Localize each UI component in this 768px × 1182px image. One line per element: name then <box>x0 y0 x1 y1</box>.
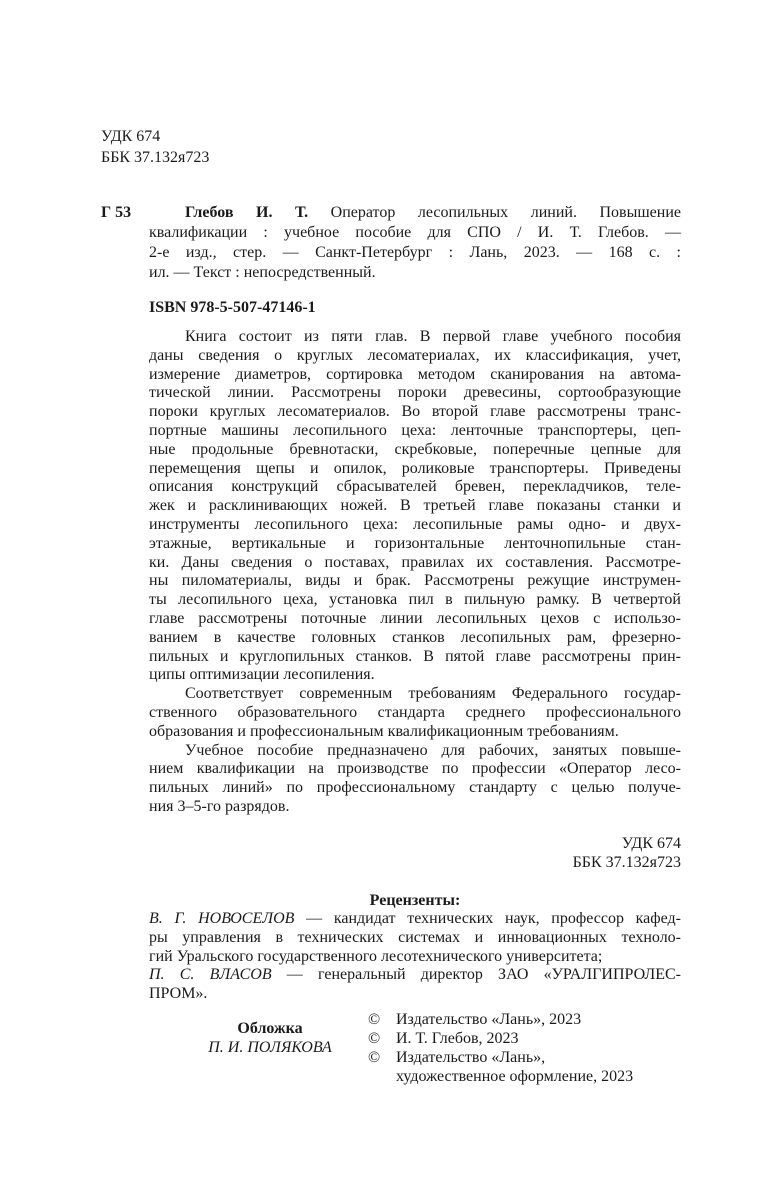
bib-line: квалификации : учебное пособие для СПО / И. Т. Глебов. — <box>149 224 681 241</box>
copyright-icon: © <box>368 1030 381 1047</box>
cover-credit <box>170 1020 370 1057</box>
abstract-line: перемещения щепы и опилок, роликовые транспортеры. Приведены <box>149 459 681 477</box>
abstract-line: пороки круглых лесоматериалов. Во второй главе рассмотрены транс- <box>149 403 681 421</box>
abstract-line: ны пиломатериалы, виды и брак. Рассмотрены режущие инструмен- <box>149 572 681 590</box>
udk-code: УДК 674 <box>621 835 681 852</box>
copyright-line <box>368 1067 633 1086</box>
copyright-text: Издательство «Лань», <box>396 1049 546 1066</box>
reviewer-line <box>149 929 681 948</box>
copyright <box>368 1010 633 1086</box>
abstract-line: пильных и круглопильных станков. В пятой главе рассмотрены прин- <box>149 647 681 665</box>
abstract-line: главе рассмотрены поточные линии лесопильных цехов с использо- <box>149 609 681 627</box>
abstract-line: Учебное пособие предназначено для рабочих, занятых повыше- <box>185 741 681 759</box>
cover-label: Обложка <box>237 1020 303 1037</box>
reviewer-name: П. С. ВЛАСОВ <box>149 966 272 984</box>
abstract-line: ты лесопильного цеха, установка пил в пильную рамку. В четвертой <box>149 591 681 609</box>
reviewer-text: — кандидат технических наук, профессор кафед- <box>294 910 682 927</box>
abstract-line: жек и расклинивающих ножей. В третьей главе показаны станки и <box>149 497 681 515</box>
abstract-line: измерение диаметров, сортировка методом сканирования на автома- <box>149 365 681 383</box>
cover-artist: П. И. ПОЛЯКОВА <box>208 1038 332 1056</box>
copyright-line <box>368 1010 633 1029</box>
abstract-line: даны сведения о круглых лесоматериалах, их классификация, учет, <box>149 346 681 364</box>
abstract-line: ки. Даны сведения о поставах, правилах их составления. Рассмотре- <box>149 553 681 571</box>
abstract-line: ния 3–5-го разрядов. <box>149 797 290 815</box>
bbk-code: ББК 37.132я723 <box>572 853 681 871</box>
abstract-line: тической линии. Рассмотрены пороки древесины, сортообразующие <box>149 384 681 402</box>
abstract-line: пильных линий» по профессиональному стандарту с целью получе- <box>149 779 681 797</box>
bib-line <box>149 203 681 223</box>
reviewers-title: Рецензенты: <box>369 892 461 909</box>
abstract-line: ные продольные бревнотаски, скребковые, поперечные цепные для <box>149 440 681 458</box>
reviewers <box>149 910 681 1004</box>
bibliographic-record <box>149 203 681 283</box>
reviewer-name: В. Г. НОВОСЕЛОВ <box>149 910 295 927</box>
bib-line: ил. — Текст : непосредственный. <box>149 264 376 281</box>
author-name: Глебов И. Т. <box>185 204 309 221</box>
copyright-icon: © <box>368 1011 381 1028</box>
copyright-text: И. Т. Глебов, 2023 <box>396 1030 519 1047</box>
reviewer-text: гий Уральского государственного лесотехнического университета; <box>149 947 603 965</box>
abstract-line: образования и профессиональным квалификационным требованиям. <box>149 722 619 740</box>
bbk-code: ББК 37.132я723 <box>101 149 210 166</box>
copyright-icon: © <box>368 1049 381 1066</box>
abstract-line: ванием в качестве головных станков лесопильных рам, фрезерно- <box>149 628 681 646</box>
reviewer-text: — генеральный директор ЗАО «УРАЛГИПРОЛЕС- <box>271 966 681 984</box>
abstract-line: ципы оптимизации лесопиления. <box>149 666 375 684</box>
classification-bottom <box>400 835 681 872</box>
abstract-line: портные машины лесопильного цеха: ленточные транспортеры, цеп- <box>149 421 681 439</box>
abstract-line: описания конструкций сбрасывателей бревен, перекладчиков, теле- <box>149 478 681 496</box>
author-mark: Г 53 <box>101 204 132 221</box>
reviewer-text: ры управления в технических системах и инновационных техноло- <box>149 928 681 946</box>
isbn: ISBN 978-5-507-47146-1 <box>149 299 316 316</box>
copyright-text: Издательство «Лань», 2023 <box>396 1011 582 1028</box>
bib-text: Оператор лесопильных линий. Повышение <box>308 204 682 221</box>
abstract-line: этажные, вертикальные и горизонтальные ленточнопильные стан- <box>149 534 681 552</box>
abstract-line: Книга состоит из пяти глав. В первой главе учебного пособия <box>185 328 681 345</box>
reviewer-line <box>149 948 681 967</box>
abstract <box>149 328 681 817</box>
copyright-text: художественное оформление, 2023 <box>396 1068 634 1085</box>
copyright-line <box>368 1029 633 1048</box>
reviewer-line <box>149 910 681 929</box>
copyright-line <box>368 1048 633 1067</box>
reviewer-text: ПРОМ». <box>149 985 208 1003</box>
abstract-line: нием квалификации на производстве по профессии «Оператор лесо- <box>149 760 681 778</box>
abstract-line: Соответствует современным требованиям Федерального государ- <box>185 685 681 703</box>
classification-top <box>101 126 209 168</box>
reviewer-line <box>149 985 681 1004</box>
bib-line: 2-е изд., стер. — Санкт-Петербург : Лань, 2023. — 168 с. : <box>149 244 681 261</box>
reviewer-line <box>149 966 681 985</box>
udk-code: УДК 674 <box>101 128 161 145</box>
abstract-line: ственного образовательного стандарта среднего профессионального <box>149 703 681 721</box>
abstract-line: инструменты лесопильного цеха: лесопильные рамы одно- и двух- <box>149 515 681 533</box>
